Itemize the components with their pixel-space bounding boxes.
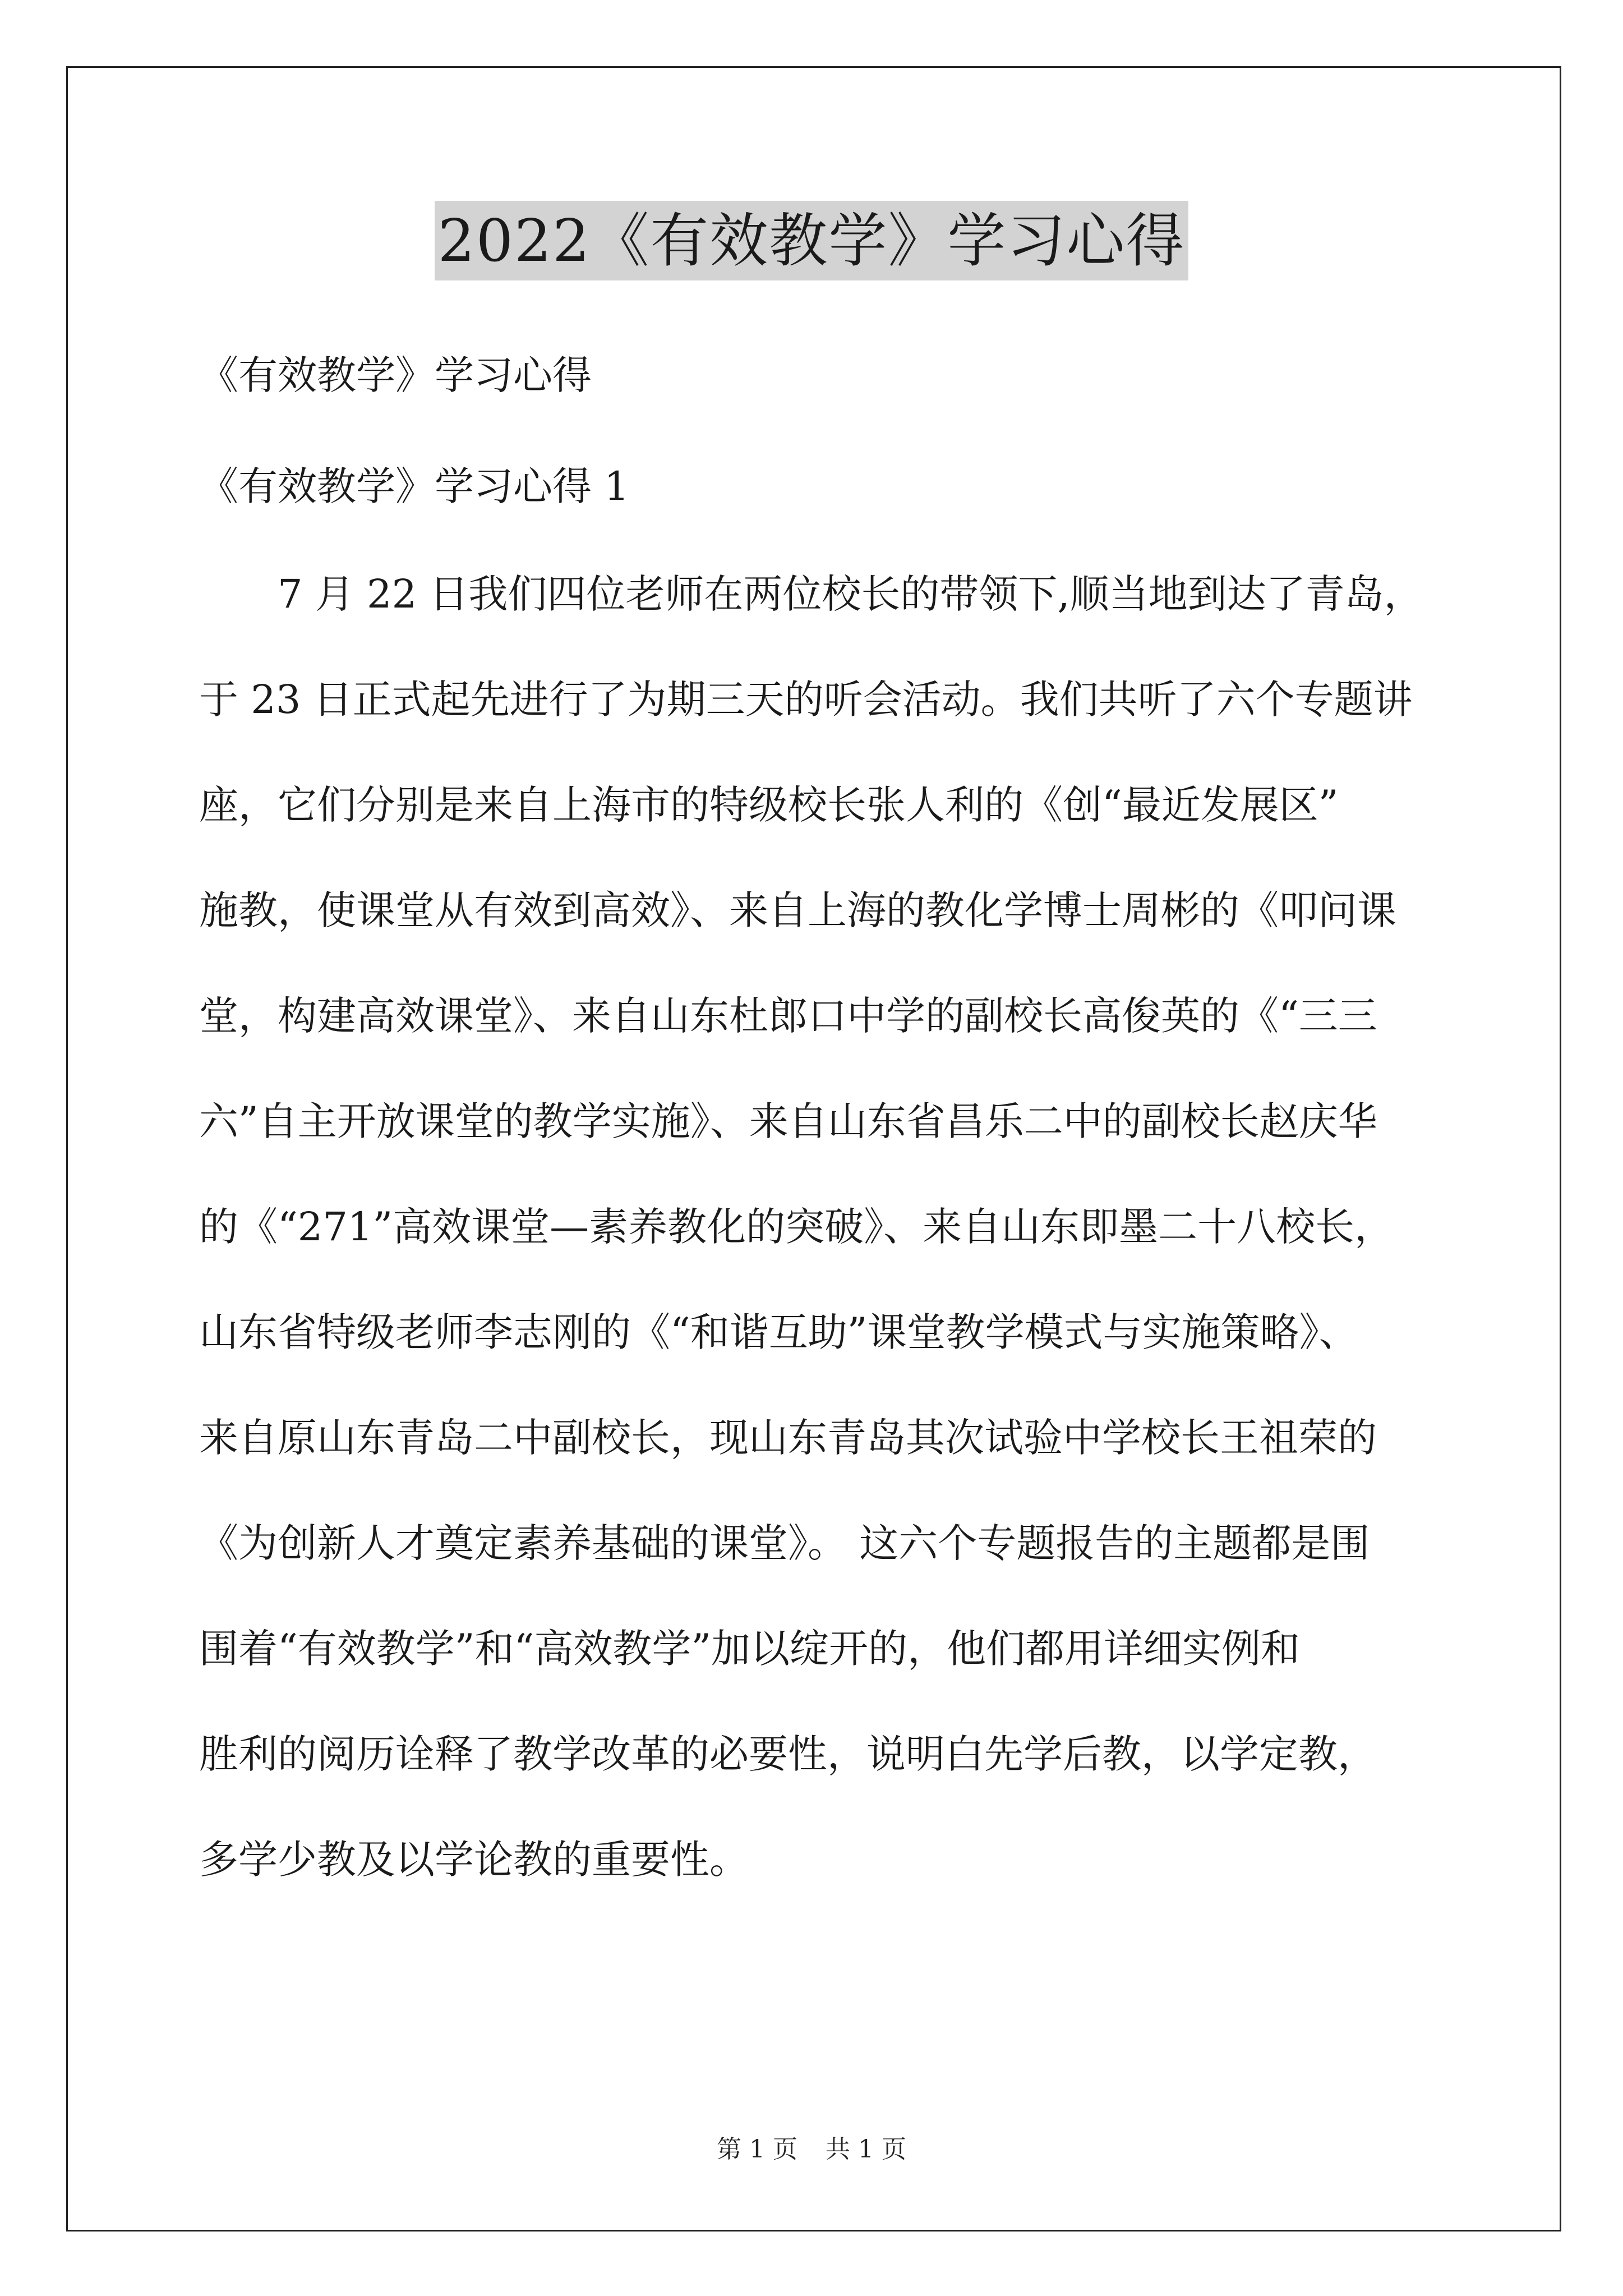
paragraph-line: 胜利的阅历诠释了教学改革的必要性，说明白先学后教，以学定教， [199,1731,1377,1777]
paragraph-line: 山东省特级老师李志刚的《“和谐互助”课堂教学模式与实施策略》、 [199,1309,1358,1355]
paragraph-line: 多学少教及以学论教的重要性。 [199,1837,749,1883]
page-footer [0,2133,1623,2166]
paragraph-line: 围着“有效教学”和“高效教学”加以绽开的，他们都用详细实例和 [199,1626,1301,1672]
paragraph-line: 来自原山东青岛二中副校长，现山东青岛其次试验中学校长王祖荣的 [199,1415,1377,1461]
document-title: 2022《有效教学》学习心得 [435,201,1189,280]
paragraph-line: 座，它们分别是来自上海市的特级校长张人利的《创“最近发展区” [199,782,1339,828]
paragraph-line: 于 23 日正式起先进行了为期三天的听会活动。我们共听了六个专题讲 [199,677,1413,723]
page-total: 共 1 页 [826,2135,906,2164]
paragraph-line: 施教，使课堂从有效到高效》、来自上海的教化学博士周彬的《叩问课 [199,887,1396,933]
paragraph-line: 的《“271”高效课堂—素养教化的突破》、来自山东即墨二十八校长， [199,1204,1394,1250]
paragraph-line: 堂，构建高效课堂》、来自山东杜郎口中学的副校长高俊英的《“三三 [199,993,1377,1039]
section-heading: 《有效教学》学习心得 1 [199,463,629,509]
paragraph-line: 7 月 22 日我们四位老师在两位校长的带领下,顺当地到达了青岛， [278,571,1423,617]
paragraph-line: 《为创新人才奠定素养基础的课堂》。 这六个专题报告的主题都是围 [199,1520,1370,1566]
paragraph-line: 六”自主开放课堂的教学实施》、来自山东省昌乐二中的副校长赵庆华 [199,1098,1377,1144]
title-container [0,201,1623,280]
page-number: 第 1 页 [717,2135,797,2164]
document-subtitle: 《有效教学》学习心得 [199,352,592,398]
